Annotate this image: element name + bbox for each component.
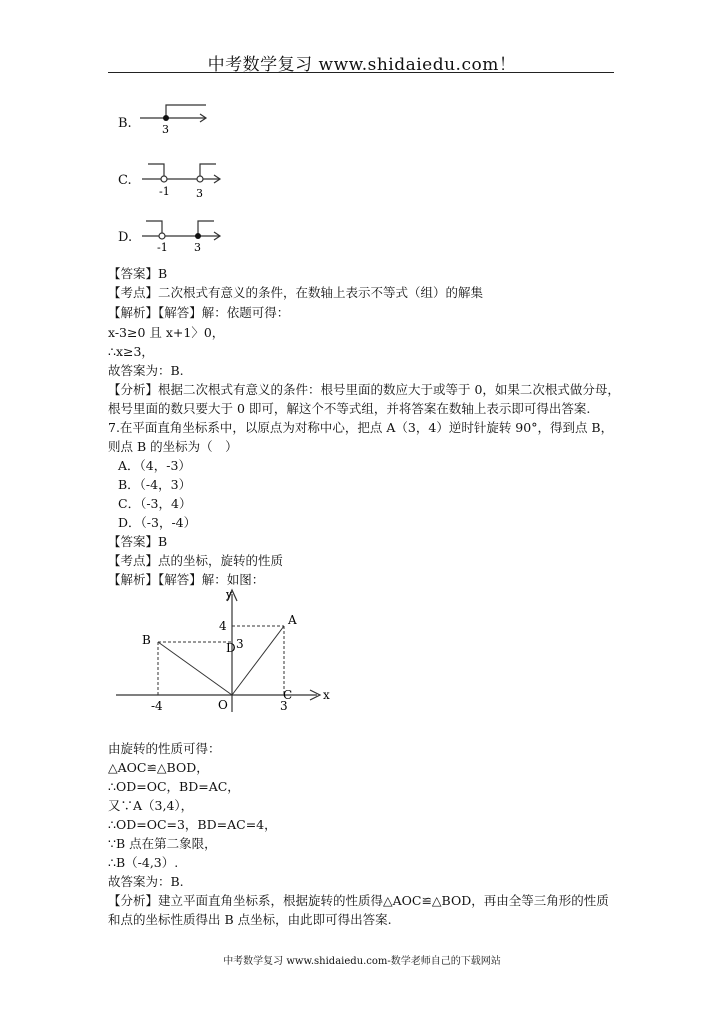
tick-label-3: 3 (162, 123, 169, 136)
tick-label-neg1: -1 (159, 185, 170, 198)
q7-conclusion: 故答案为：B. (108, 874, 184, 889)
point-d-label: D (226, 641, 236, 655)
tick-label-y3: 3 (236, 637, 244, 651)
option-d-letter: D. (118, 230, 133, 245)
solution-bracket (166, 105, 206, 118)
q7-step: ∵B 点在第二象限， (108, 836, 217, 851)
q7-step: ∴OD=OC，BD=AC， (108, 779, 240, 794)
q7-option-c: C．（-3，4） (118, 496, 192, 511)
header-rule (108, 72, 614, 73)
q7-step: △AOC≌△BOD， (108, 760, 209, 775)
q7-answer: 【答案】B (108, 534, 168, 549)
q7-option-b: B．（-4，3） (118, 477, 192, 492)
q7-step: ∴OD=OC=3，BD=AC=4， (108, 817, 277, 832)
q6-fenxi-line1: 【分析】根据二次根式有意义的条件：根号里面的数应大于或等于 0，如果二次根式做分母， (108, 382, 620, 397)
option-d-number-line (140, 214, 226, 256)
q7-kaodian: 【考点】点的坐标，旋转的性质 (108, 553, 284, 568)
q6-kaodian: 【考点】二次根式有意义的条件，在数轴上表示不等式（组）的解集 (108, 285, 484, 300)
option-c-number-line (140, 158, 226, 200)
page-header-title: 中考数学复习 www.shidaiedu.com！ (207, 55, 517, 75)
option-c-letter: C. (118, 173, 132, 188)
segment-ob (158, 642, 232, 695)
q6-conclusion: 故答案为：B. (108, 363, 184, 378)
option-b-number-line (138, 98, 218, 138)
page-footer: 中考数学复习 www.shidaiedu.com-数学老师自己的下载网站 (223, 956, 501, 967)
open-point-neg1 (161, 176, 167, 182)
q7-option-a: A．（4，-3） (118, 458, 191, 473)
closed-point-3 (195, 233, 201, 239)
q7-fenxi-line2: 和点的坐标性质得出 B 点坐标，由此即可得出答案. (108, 912, 392, 927)
origin-label: O (218, 698, 228, 712)
tick-label-neg4: -4 (151, 699, 163, 713)
tick-label-y4: 4 (219, 619, 227, 633)
q6-answer: 【答案】B (108, 266, 168, 281)
open-point-3 (197, 176, 203, 182)
tick-label-3: 3 (196, 187, 203, 200)
q7-option-d: D．（-3，-4） (118, 515, 197, 530)
q6-step1: x-3≥0 且 x+1〉0， (108, 325, 225, 340)
q7-fenxi-line1: 【分析】建立平面直角坐标系，根据旋转的性质得△AOC≌△BOD，再由全等三角形的性质 (108, 893, 609, 908)
q6-step2: ∴x≥3， (108, 344, 154, 359)
closed-point (163, 115, 169, 121)
point-c-label: C (283, 688, 293, 702)
q7-step: ∴B（-4,3）. (108, 855, 179, 870)
x-axis-label: x (323, 688, 330, 702)
q6-jiexi: 【解析】【解答】解：依题可得： (108, 305, 290, 320)
open-point-neg1 (159, 233, 165, 239)
q6-fenxi-line2: 根号里面的数只要大于 0 即可，解这个不等式组，并将答案在数轴上表示即可得出答案. (108, 401, 591, 416)
q7-stem-line2: 则点 B 的坐标为（ ） (108, 439, 238, 454)
right-bracket (198, 221, 214, 236)
point-b-label: B (142, 633, 151, 647)
q7-step: 由旋转的性质可得： (108, 741, 221, 756)
option-b-letter: B. (118, 116, 132, 131)
q7-jiexi: 【解析】【解答】解：如图： (108, 572, 265, 587)
tick-label-neg1: -1 (157, 241, 168, 254)
q7-stem-line1: 7.在平面直角坐标系中，以原点为对称中心，把点 A（3，4）逆时针旋转 90°，得到点 B， (108, 420, 614, 435)
tick-label-3: 3 (194, 241, 201, 254)
tick-label-x3: 3 (280, 699, 288, 713)
y-axis-label: y (226, 588, 233, 601)
point-a-label: A (288, 613, 297, 627)
rotation-coordinate-figure (112, 584, 342, 716)
q7-step: 又∵A（3,4）， (108, 798, 194, 813)
